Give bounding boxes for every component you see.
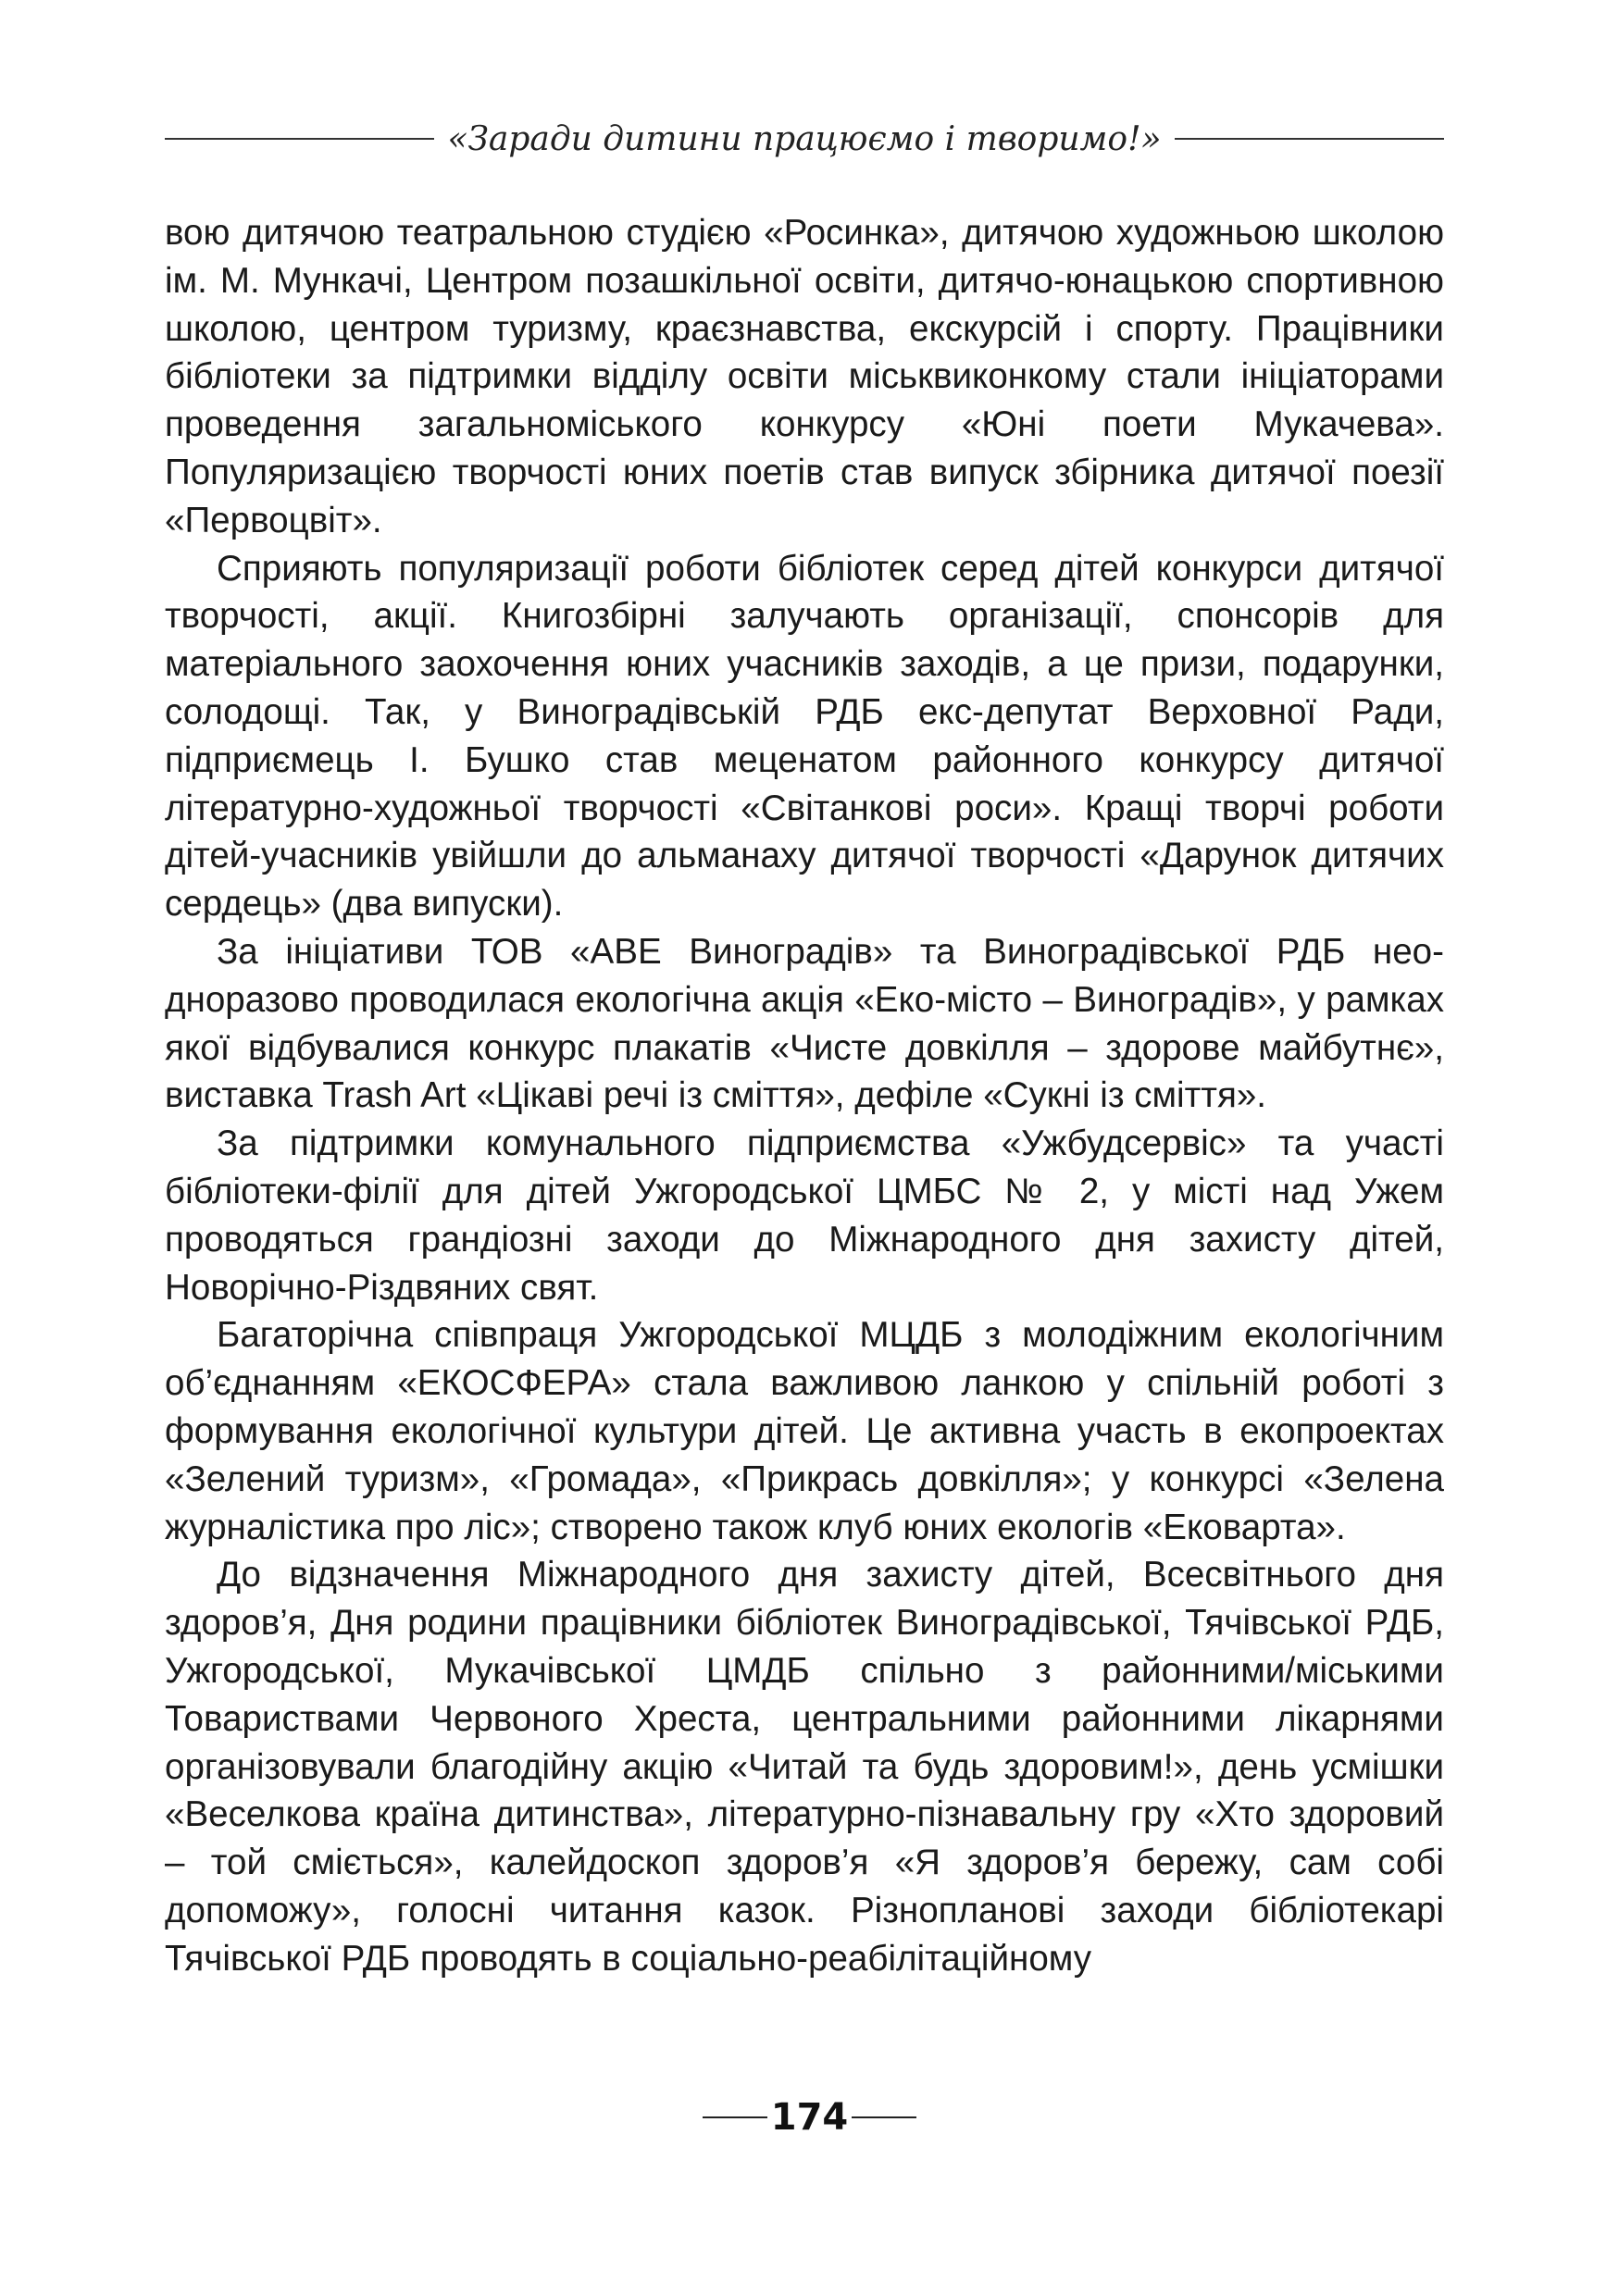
- paragraph-5: Багаторічна співпраця Ужгородської МЦДБ з молодіжним екологічним об’єднанням «ЕКОСФЕРА» стала важливою ланкою у спільній роботі з формування екологічної культури дітей. Це активна участь в екопроектах «Зелений туризм», «Громада», «Прикрась довкілля»; у конкурсі «Зелена журналістика про ліс»; створено також клуб юних екологів «Ековарта».: [165, 1315, 1444, 1547]
- paragraph-2: Сприяють популяризації роботи бібліотек серед дітей конкурси дитячої творчості, акції. Книгозбірні залучають організації, спонсорів для матеріального заохочення юних учасників заходів, а це призи, подарунки, солодощі. Так, у Виноградівській РДБ екс-депутат Верховної Ради, підприємець І. Бушко став меценатом районного конкурсу дитячої літературно-художньої творчості «Світанкові роси». Кращі творчі роботи дітей-учасників увійшли до альманаху дитячої творчості «Дарунок дитячих сердець» (два випуски).: [165, 548, 1444, 925]
- paragraph-4: За підтримки комунального підприємства «Ужбудсервіс» та участі бібліотеки-філії для дітей Ужгородської ЦМБС № 2, у місті над Ужем проводяться грандіозні заходи до Міжнародного дня захисту дітей, Новорічно-Різдвяних свят.: [165, 1123, 1444, 1308]
- header-rule-left: [165, 138, 434, 140]
- paragraph-6: До відзначення Міжнародного дня захисту дітей, Всесвітнього дня здоров’я, Дня родини працівники бібліотек Виноградівської, Тячівської РДБ, Ужгородської, Мукачівської ЦМДБ спільно з районними/міськими Товариствами Червоного Хреста, центральними районними лікарнями організовували благодійну акцію «Читай та будь здоровим!», день усмішки «Веселкова країна дитинства», літературно-пізнавальну гру «Хто здоровий – той сміється», калейдоскоп здоров’я «Я здоров’я бережу, сам собі допоможу», голосні читання казок. Різнопланові заходи бібліотекарі Тячівської РДБ проводять в соціально-реабілітаційному: [165, 1555, 1444, 1979]
- running-head: [165, 111, 1444, 167]
- paragraph-3: За ініціативи ТОВ «АВЕ Виноградів» та Виноградівської РДБ неодноразово проводилася екологічна акція «Еко-місто – Виноградів», у рамках якої відбувалися конкурс плакатів «Чисте довкілля – здорове майбутнє», виставка Trash Art «Цікаві речі із сміття», дефіле «Сукні із сміття».: [165, 931, 1444, 1116]
- footer-rule-right: [852, 2116, 916, 2118]
- page-body: [165, 209, 1444, 1982]
- page-footer: [0, 2090, 1619, 2145]
- running-head-title: «Заради дитини працюємо і творимо!»: [447, 119, 1162, 158]
- footer-rule-left: [703, 2116, 767, 2118]
- header-rule-right: [1175, 138, 1444, 140]
- paragraph-1: вою дитячою театральною студією «Росинка», дитячою художньою школою ім. М. Мункачі, Центром позашкільної освіти, дитячо-юнацькою спортивною школою, центром туризму, краєзнавства, екскурсій і спорту. Працівники бібліотеки за підтримки відділу освіти міськвиконкому стали ініціаторами проведення загальноміського конкурсу «Юні поети Мукачева». Популяризацією творчості юних поетів став випуск збірника дитячої поезії «Первоцвіт».: [165, 213, 1444, 540]
- page-number: 174: [770, 2096, 849, 2139]
